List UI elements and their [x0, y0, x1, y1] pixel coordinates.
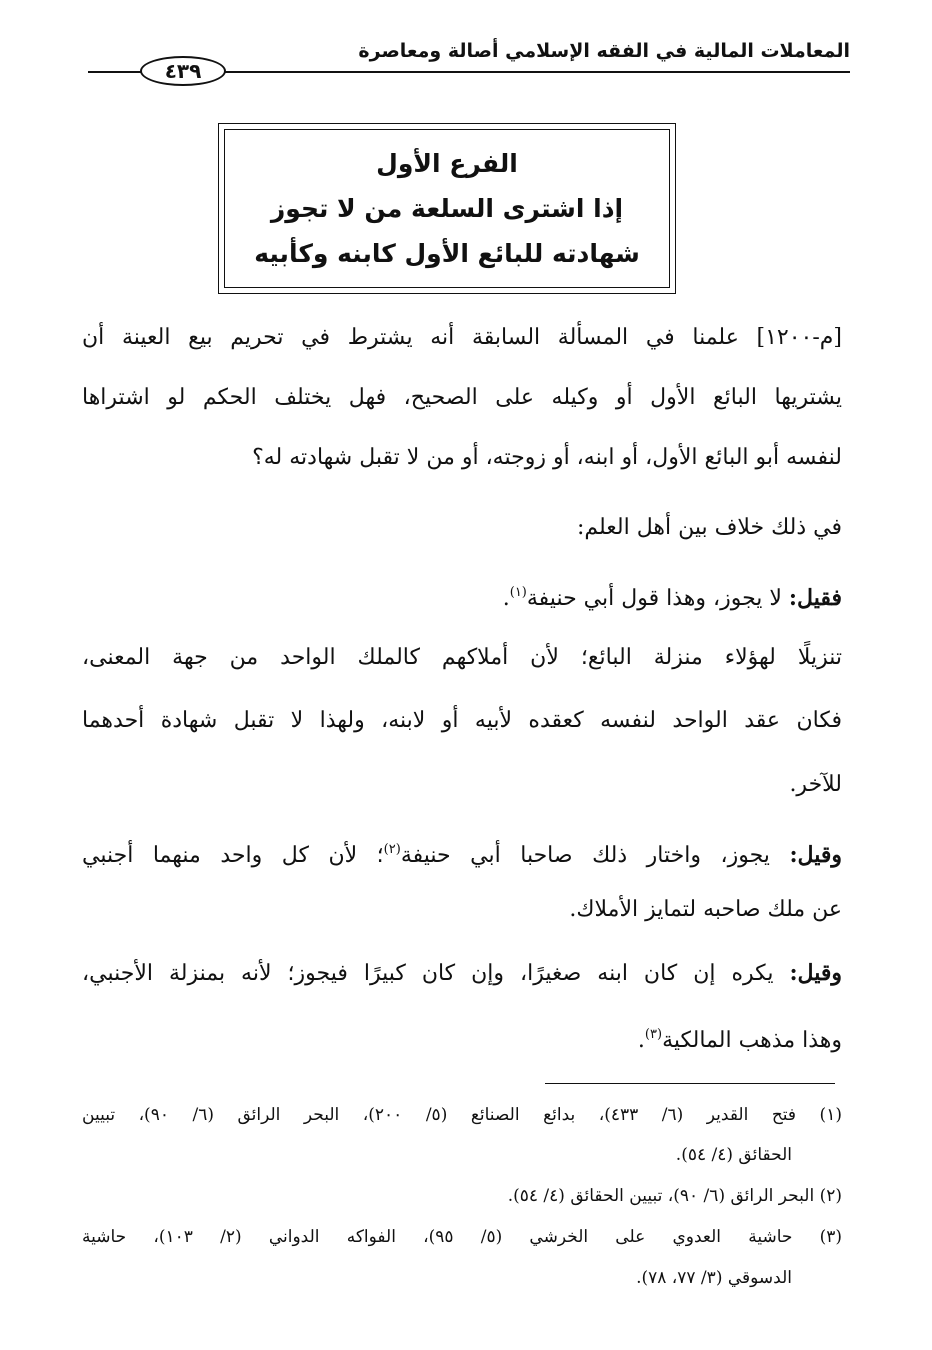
- paragraph-line: [م-١٢٠٠] علمنا في المسألة السابقة أنه يشترط في تحريم بيع العينة أن: [82, 325, 842, 350]
- paragraph-line: في ذلك خلاف بين أهل العلم:: [576, 515, 842, 540]
- paragraph-line: فكان عقد الواحد لنفسه كعقده لأبيه أو لابنه، ولهذا لا تقبل شهادة أحدهما: [82, 708, 842, 733]
- footnote-ref: (٢): [383, 842, 401, 857]
- paragraph-line: [82, 578, 842, 614]
- footnote-separator: [545, 1083, 835, 1084]
- paragraph-text: يكره إن كان ابنه صغيرًا، وإن كان كبيرًا فيجوز؛ لأنه بمنزلة الأجنبي،: [82, 961, 790, 986]
- footnote-line: الدسوقي (٣/ ٧٧، ٧٨).: [636, 1268, 792, 1288]
- footnote-line: الحقائق (٤/ ٥٤).: [675, 1145, 792, 1165]
- footnote-ref: (٣): [644, 1027, 663, 1042]
- paragraph-text: .: [637, 1028, 645, 1053]
- paragraph-text: .: [502, 586, 510, 611]
- paragraph-text: يجوز، واختار ذلك صاحبا أبي حنيفة: [400, 843, 790, 868]
- paragraph-line: تنزيلًا لهؤلاء منزلة البائع؛ لأن أملاكهم كالملك الواحد من جهة المعنى،: [82, 645, 842, 670]
- footnote-ref: (١): [509, 585, 527, 600]
- paragraph-text: لا يجوز، وهذا قول أبي حنيفة: [526, 586, 789, 611]
- footnote-line: (٣) حاشية العدوي على الخرشي (٥/ ٩٥)، الفواكه الدواني (٢/ ١٠٣)، حاشية: [82, 1227, 842, 1247]
- paragraph-line: لنفسه أبو البائع الأول، أو ابنه، أو زوجته، أو من لا تقبل شهادته له؟: [252, 445, 842, 470]
- paragraph-line: [82, 958, 842, 989]
- paragraph-line: للآخر.: [789, 772, 842, 797]
- paragraph-line: يشتريها البائع الأول أو وكيله على الصحيح، فهل يختلف الحكم لو اشتراها: [82, 385, 842, 410]
- opinion-term: وقيل:: [789, 842, 842, 868]
- opinion-term: وقيل:: [789, 960, 842, 986]
- opinion-term: فقيل:: [788, 585, 842, 611]
- section-title-line: شهادته للبائع الأول كابنه وكأبيه: [254, 239, 640, 268]
- footnote-line: (١) فتح القدير (٦/ ٤٣٣)، بدائع الصنائع (٥/ ٢٠٠)، البحر الرائق (٦/ ٩٠)، تبيين: [82, 1105, 842, 1125]
- paragraph-line: [82, 1020, 842, 1056]
- paragraph-text: وهذا مذهب المالكية: [662, 1028, 842, 1053]
- paragraph-line: [82, 835, 842, 871]
- section-title-inner-frame: [224, 129, 670, 288]
- page-number: ٤٣٩: [140, 56, 226, 86]
- section-title-box: [218, 123, 676, 294]
- footnote-line: (٢) البحر الرائق (٦/ ٩٠)، تبيين الحقائق (٤/ ٥٤).: [507, 1186, 842, 1206]
- section-title-line: الفرع الأول: [376, 149, 518, 178]
- section-title-line: إذا اشترى السلعة من لا تجوز: [270, 194, 624, 223]
- paragraph-line: عن ملك صاحبه لتمايز الأملاك.: [569, 897, 842, 922]
- running-title: المعاملات المالية في الفقه الإسلامي أصالة ومعاصرة: [358, 40, 850, 62]
- paragraph-text: ؛ لأن كل واحد منهما أجنبي: [82, 843, 384, 868]
